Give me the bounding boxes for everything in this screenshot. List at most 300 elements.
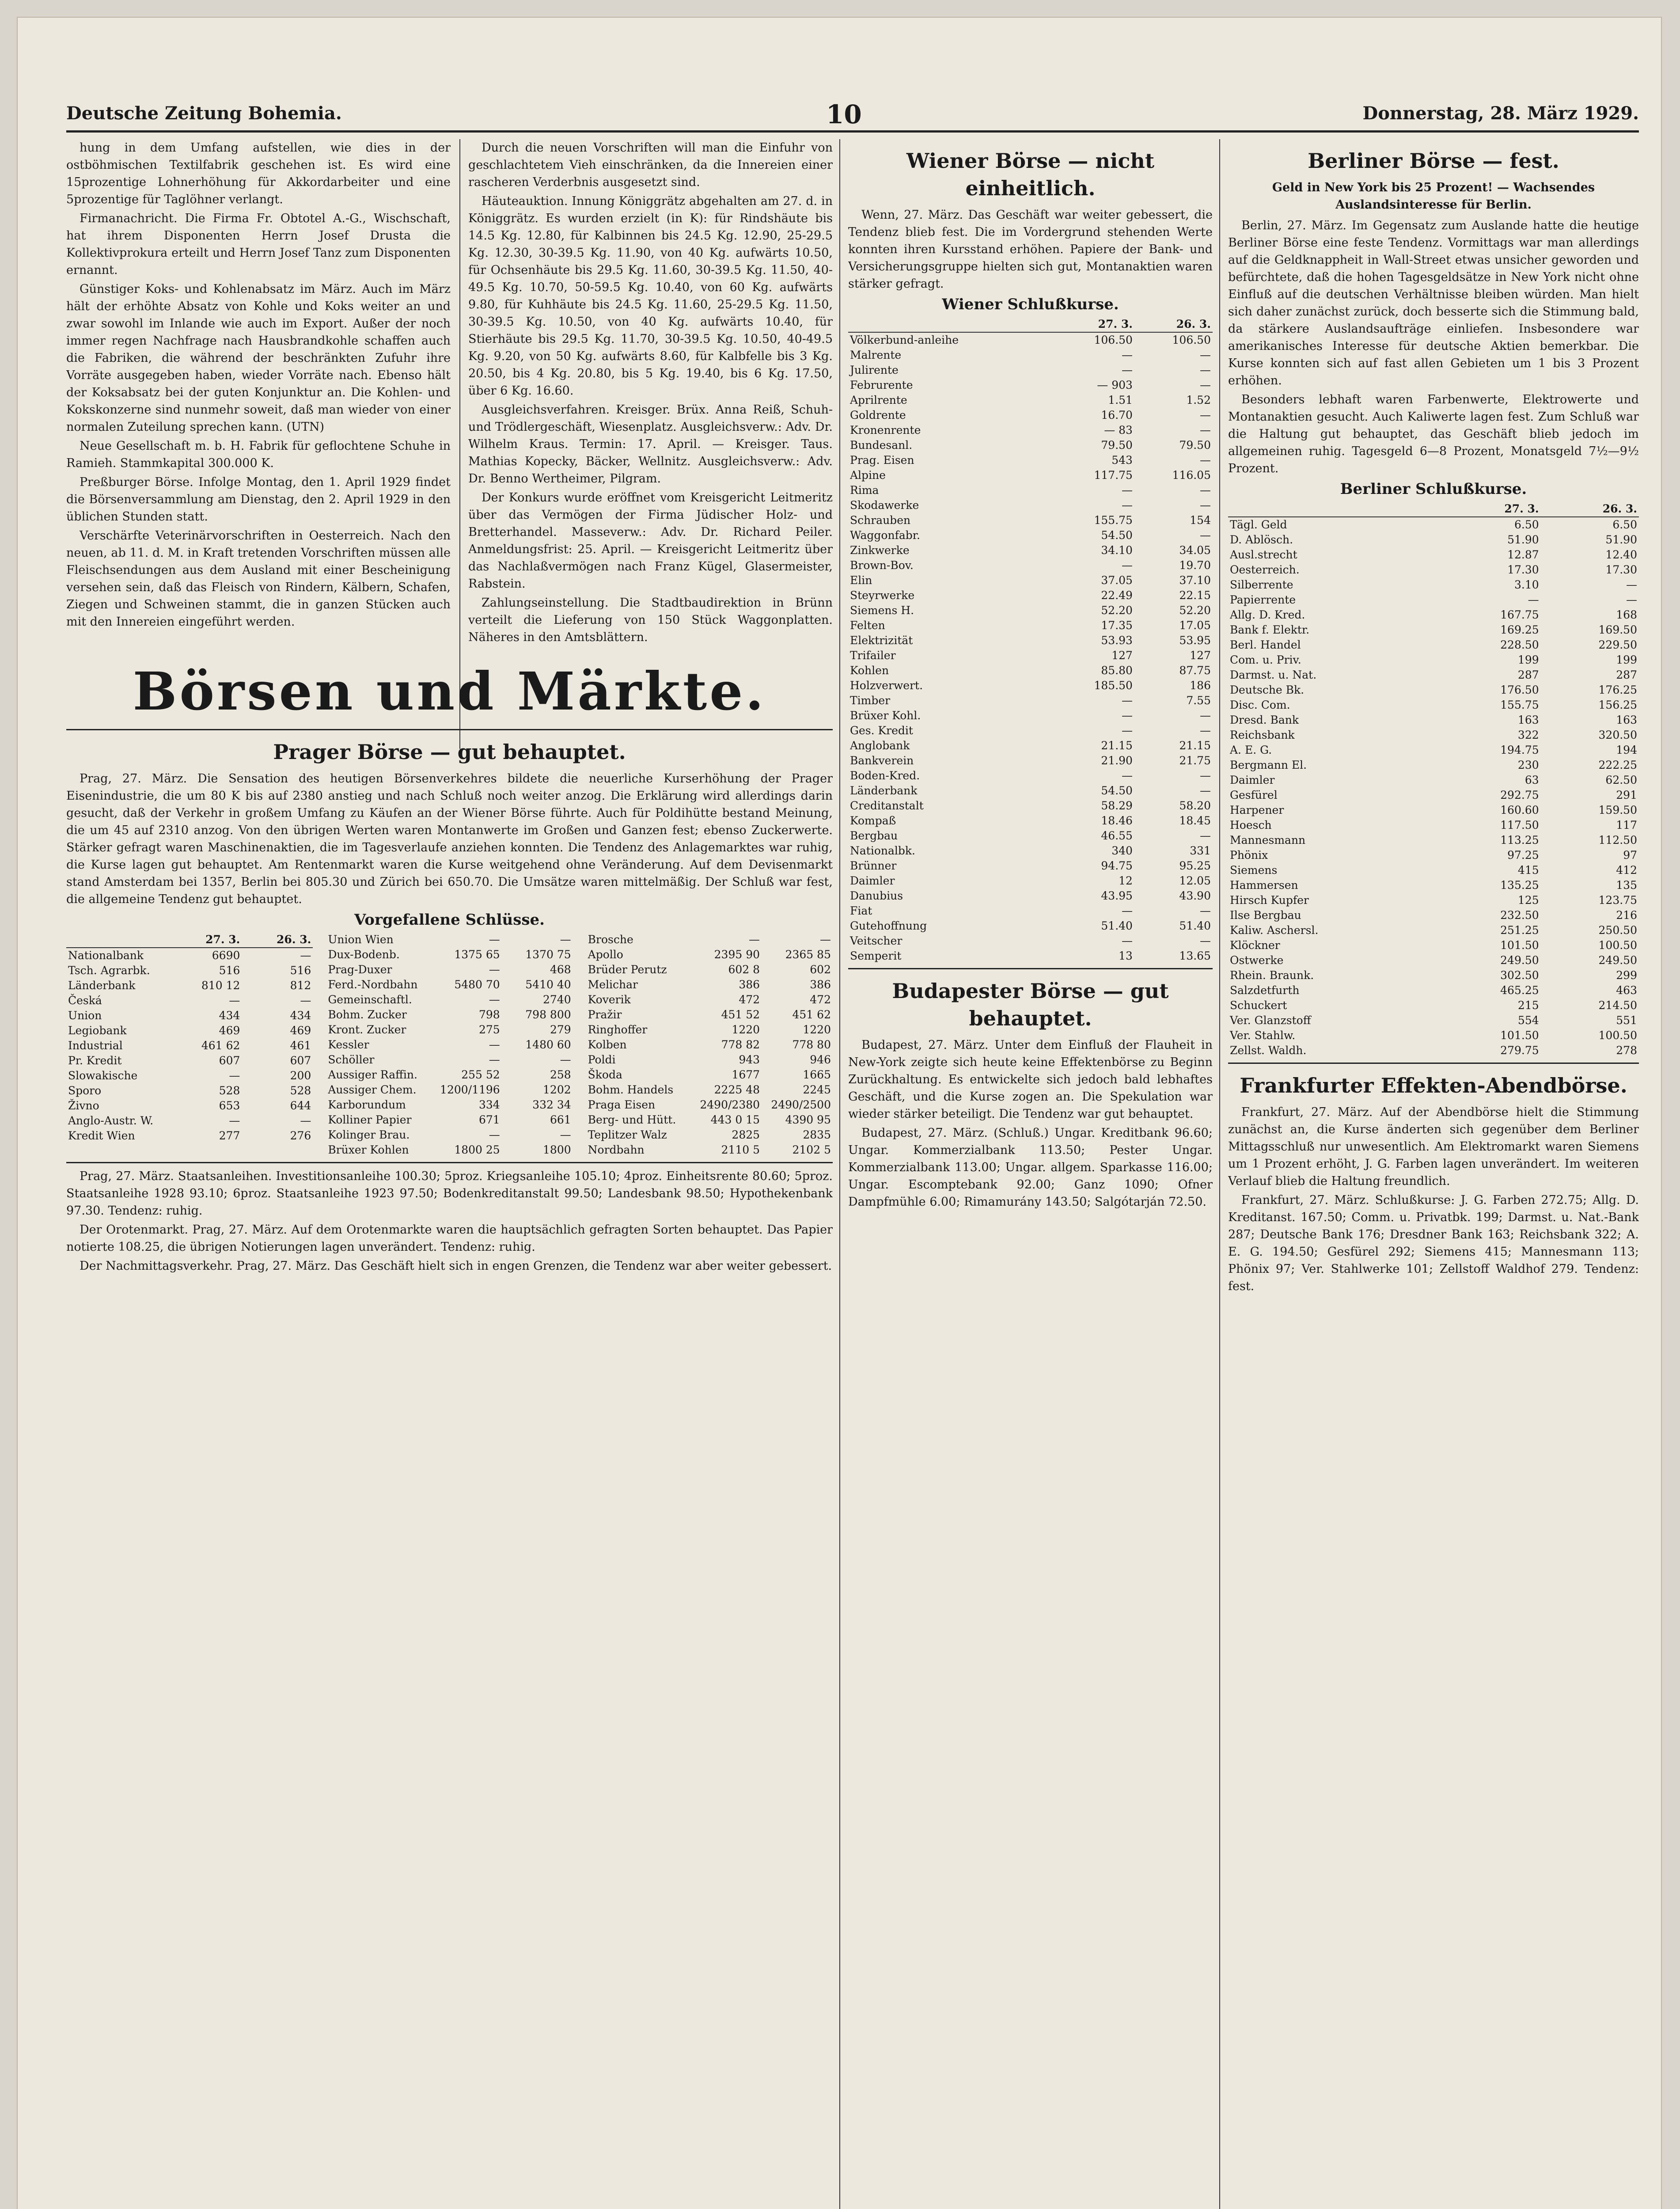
price-cell: — — [489, 933, 500, 946]
security-name: Salzdetfurth — [1230, 984, 1300, 997]
price-cell: 1480 60 — [525, 1038, 571, 1051]
price-cell: — — [489, 963, 500, 976]
security-name: Brosche — [588, 933, 633, 946]
closing-prices-heading: Vorgefallene Schlüsse. — [354, 911, 545, 929]
table-row — [66, 993, 313, 1008]
table-row — [326, 1067, 573, 1082]
price-cell: 6.50 — [1612, 518, 1637, 531]
price-cell: 232.50 — [1500, 909, 1539, 922]
security-name: Länderbank — [68, 979, 136, 992]
price-cell: — — [1200, 454, 1211, 467]
security-name: Felten — [850, 619, 885, 632]
table-row — [326, 1022, 573, 1037]
security-name: Oesterreich. — [1230, 563, 1300, 576]
price-cell: 127 — [1190, 649, 1211, 662]
price-cell: 5480 70 — [454, 978, 500, 991]
table-row — [66, 1128, 313, 1143]
security-name: Bohm. Handels — [588, 1083, 674, 1096]
berlin-subheading: Geld in New York bis 25 Prozent! — Wachsendes Auslandsinteresse für Berlin. — [1272, 181, 1595, 212]
table-row — [66, 1053, 313, 1068]
price-cell: — — [1200, 529, 1211, 542]
security-name: Prag-Duxer — [328, 963, 392, 976]
security-name: Klöckner — [1230, 939, 1280, 952]
price-cell: 543 — [1111, 454, 1133, 467]
security-name: Industrial — [68, 1039, 123, 1052]
table-row — [848, 858, 1213, 873]
price-cell: — — [1200, 784, 1211, 797]
column-3 — [848, 139, 1213, 2209]
security-name: Legiobank — [68, 1024, 127, 1037]
price-cell: 1677 — [732, 1068, 760, 1081]
security-name: Harpener — [1230, 804, 1284, 816]
price-cell: 299 — [1616, 969, 1637, 982]
price-cell: 155.75 — [1094, 514, 1133, 527]
table-row — [1228, 562, 1639, 577]
table-row — [848, 408, 1213, 423]
security-name: Danubius — [850, 889, 903, 902]
price-cell: 2740 — [543, 993, 571, 1006]
table-row — [66, 978, 313, 993]
price-cell: — — [1200, 484, 1211, 497]
table-row — [326, 992, 573, 1007]
price-cell: 320.50 — [1598, 729, 1637, 741]
table-row — [326, 962, 573, 977]
table-row — [848, 768, 1213, 783]
table-row — [1228, 773, 1639, 788]
price-cell: 249.50 — [1500, 954, 1539, 967]
security-name: Teplitzer Walz — [588, 1128, 667, 1141]
price-cell: 275 — [479, 1023, 500, 1036]
price-cell: 79.50 — [1179, 439, 1211, 452]
price-cell: — — [229, 1069, 240, 1082]
security-name: Karborundum — [328, 1098, 406, 1111]
frankfurt-exchange-heading: Frankfurter Effekten-Abendbörse. — [1240, 1074, 1627, 1097]
price-cell: 79.50 — [1101, 439, 1133, 452]
table-row — [586, 1052, 833, 1067]
price-cell: 463 — [1616, 984, 1637, 997]
price-cell: 214.50 — [1598, 999, 1637, 1012]
security-name: Siemens — [1230, 864, 1278, 877]
price-cell: 340 — [1111, 844, 1133, 857]
price-cell: — — [229, 994, 240, 1007]
price-cell: — — [1200, 364, 1211, 376]
table-row — [1228, 728, 1639, 743]
security-name: Disc. Com. — [1230, 698, 1290, 711]
security-name: Kessler — [328, 1038, 369, 1051]
table-row — [1228, 1013, 1639, 1028]
table-row — [848, 393, 1213, 408]
security-name: Daimler — [850, 874, 895, 887]
price-cell: 97 — [1623, 849, 1637, 862]
price-cell: 53.95 — [1179, 634, 1211, 647]
price-cell: 94.75 — [1101, 859, 1133, 872]
price-cell: 1202 — [543, 1083, 571, 1096]
security-name: Pr. Kredit — [68, 1054, 122, 1067]
table-row — [848, 678, 1213, 693]
price-cell: 434 — [219, 1009, 240, 1022]
berlin-closing-heading: Berliner Schlußkurse. — [1340, 480, 1527, 498]
price-cell: — — [1200, 934, 1211, 947]
price-cell: 291 — [1616, 789, 1637, 801]
security-name: Schöller — [328, 1053, 375, 1066]
prague-exchange-heading: Prager Börse — gut behauptet. — [273, 740, 626, 764]
price-cell: — — [1121, 904, 1133, 917]
masthead-title: Deutsche Zeitung Bohemia. — [66, 103, 342, 124]
price-cell: 461 — [290, 1039, 311, 1052]
price-cell: 113.25 — [1500, 834, 1539, 846]
security-name: Pražir — [588, 1008, 622, 1021]
price-cell: 2245 — [803, 1083, 831, 1096]
price-cell: 472 — [810, 993, 831, 1006]
price-cell: 465.25 — [1500, 984, 1539, 997]
security-name: Ringhoffer — [588, 1023, 648, 1036]
security-name: Ver. Glanzstoff — [1230, 1014, 1311, 1027]
price-cell: 386 — [739, 978, 760, 991]
security-name: Brüder Perutz — [588, 963, 667, 976]
price-cell: 943 — [739, 1053, 760, 1066]
price-cell: 116.05 — [1172, 469, 1211, 482]
price-cell: 135.25 — [1500, 879, 1539, 892]
security-name: Dresd. Bank — [1230, 714, 1299, 726]
price-cell: 21.15 — [1101, 739, 1133, 752]
price-cell: 51.40 — [1179, 919, 1211, 932]
table-row — [66, 1068, 313, 1083]
table-row — [326, 947, 573, 962]
security-name: Kompaß — [850, 814, 896, 827]
price-cell: — — [1121, 349, 1133, 361]
price-cell: 123.75 — [1598, 894, 1637, 907]
column-divider — [1219, 139, 1220, 2209]
table-row — [66, 1113, 313, 1128]
price-cell: 97.25 — [1507, 849, 1539, 862]
closing-prices-table-wrap — [66, 932, 833, 1158]
table-row — [848, 558, 1213, 573]
price-cell: 279.75 — [1500, 1044, 1539, 1057]
security-name: Poldi — [588, 1053, 616, 1066]
table-row — [586, 1067, 833, 1082]
price-cell: 7.55 — [1186, 694, 1211, 707]
security-name: Kolinger Brau. — [328, 1128, 410, 1141]
price-cell: — — [560, 933, 571, 946]
price-cell: 154 — [1190, 514, 1211, 527]
price-cell: 18.46 — [1101, 814, 1133, 827]
table-row — [326, 977, 573, 992]
price-cell: 194 — [1616, 744, 1637, 756]
table-row — [1228, 743, 1639, 758]
table-row — [848, 348, 1213, 363]
price-cell: — — [1200, 724, 1211, 737]
table-row — [586, 992, 833, 1007]
price-cell: 176.50 — [1500, 683, 1539, 696]
table-row — [848, 483, 1213, 498]
price-cell: — — [1121, 559, 1133, 572]
table-row — [1228, 908, 1639, 923]
table-row — [326, 932, 573, 947]
price-cell: 17.05 — [1179, 619, 1211, 632]
price-cell: 199 — [1616, 653, 1637, 666]
price-cell: 229.50 — [1598, 638, 1637, 651]
security-name: Daimler — [1230, 774, 1275, 786]
berlin-closing-table: 27. 3. 26. 3. Tägl. Geld 6.50 6.50 D. Ablösch. 51.90 51.90 Ausl.strecht 12.87 12.40 Oesterreich. 17.30 17.30 Silberrente 3.10 — Papierrente — — Allg. D. Kred. 167.75 168 Bank f. Elektr. 169.25 169.50 Berl. Handel 228.50 229.50 Com. u. Priv. 199 199 Darmst. u. Nat. 287 287 Deutsche Bk. 176.50 176.25 Disc. Com. 155.75 156.25 Dresd. Bank 163 163 Reichsbank 322 320.50 A. E. G. 194.75 194 Bergmann El. 230 222.25 Daimler 63 62.50 Gesfürel 292.75 291 Harpener 160.60 159.50 Hoesch 117.50 117 Mannesmann 113.25 112.50 Phönix 97.25 97 Siemens 415 412 Hammersen 135.25 135 Hirsch Kupfer 125 123.75 Ilse Bergbau 232.50 216 Kaliw. Aschersl. 251.25 250.50 Klöckner 101.50 100.50 Ostwerke 249.50 249.50 Rhein. Braunk. 302.50 299 Salzdetfurth 465.25 463 Schuckert 215 214.50 Ver. Glanzstoff 554 551 Ver. Stahlw. 101.50 100.50 Zellst. Waldh. 279.75 278 — [1228, 501, 1639, 1058]
table-row — [326, 1097, 573, 1112]
table-row — [1228, 848, 1639, 863]
table-row — [1228, 833, 1639, 848]
table-row — [848, 934, 1213, 949]
price-cell: 469 — [219, 1024, 240, 1037]
table-row — [326, 1127, 573, 1142]
article-paragraph: hung in dem Umfang aufstellen, wie dies in der ostböhmischen Textilfabrik geschehen ist. Es wird eine 15prozentige Lohnerhöhung für Akkordarbeiter und eine 5prozentige für Taglöhner verlangt. — [66, 141, 451, 206]
price-cell: 1800 — [543, 1143, 571, 1156]
price-cell: 516 — [219, 964, 240, 977]
price-cell: 287 — [1616, 668, 1637, 681]
price-cell: 85.80 — [1101, 664, 1133, 677]
budapest-exchange-heading: Budapester Börse — gut behauptet. — [892, 979, 1169, 1030]
price-cell: 1.52 — [1186, 394, 1211, 406]
price-cell: 58.29 — [1101, 799, 1133, 812]
price-cell: 168 — [1616, 608, 1637, 621]
price-cell: 644 — [290, 1099, 311, 1112]
security-name: Ausl.strecht — [1230, 548, 1297, 561]
price-cell: 228.50 — [1500, 638, 1539, 651]
price-cell: 554 — [1517, 1014, 1539, 1027]
price-cell: 602 — [810, 963, 831, 976]
table-row — [66, 948, 313, 963]
table-row — [1228, 803, 1639, 818]
article-paragraph: Der Orotenmarkt. Prag, 27. März. Auf dem Orotenmarkte waren die hauptsächlich gefragten Sorten behauptet. Das Papier notierte 108.25, die übrigen Notierungen lagen unverändert. Tendenz: ruhig. — [66, 1223, 833, 1254]
table-row — [1228, 968, 1639, 983]
table-row — [1228, 983, 1639, 998]
security-name: Kohlen — [850, 664, 889, 677]
price-cell: 176.25 — [1598, 683, 1637, 696]
price-cell: — 83 — [1104, 424, 1133, 436]
security-name: Mannesmann — [1230, 834, 1306, 846]
price-cell: 34.10 — [1101, 544, 1133, 557]
table-row — [326, 1142, 573, 1158]
price-cell: 279 — [550, 1023, 571, 1036]
section-title: Börsen und Märkte. — [133, 660, 766, 722]
table-row — [848, 513, 1213, 528]
security-name: Bundesanl. — [850, 439, 913, 452]
price-cell: 167.75 — [1500, 608, 1539, 621]
price-cell: — — [1121, 364, 1133, 376]
table-row — [66, 1023, 313, 1038]
price-cell: — — [300, 1114, 311, 1127]
security-name: Timber — [850, 694, 891, 707]
article-paragraph: Durch die neuen Vorschriften will man die Einfuhr von geschlachtetem Vieh einschränken, da die Innereien einer rascheren Verderbnis ausgesetzt sind. — [468, 141, 833, 189]
security-name: D. Ablösch. — [1230, 533, 1293, 546]
security-name: Boden-Kred. — [850, 769, 920, 782]
price-cell: 127 — [1111, 649, 1133, 662]
price-cell: 653 — [219, 1099, 240, 1112]
table-row — [1228, 547, 1639, 562]
security-name: Julirente — [850, 364, 899, 376]
vienna-closing-heading: Wiener Schlußkurse. — [942, 296, 1119, 313]
security-name: Kolben — [588, 1038, 627, 1051]
table-row — [848, 813, 1213, 828]
security-name: Steyrwerke — [850, 589, 915, 602]
article-paragraph: Zahlungseinstellung. Die Stadtbaudirektion in Brünn verteilt die Lieferung von 150 Stück Waggonplatten. Näheres in den Amtsblättern. — [468, 596, 833, 644]
price-cell: 258 — [550, 1068, 571, 1081]
table-row — [1228, 878, 1639, 893]
price-cell: — — [229, 1114, 240, 1127]
price-cell: 106.50 — [1094, 334, 1133, 346]
price-cell: 43.90 — [1179, 889, 1211, 902]
price-cell: 451 62 — [792, 1008, 831, 1021]
price-cell: 186 — [1190, 679, 1211, 692]
price-cell: — — [489, 1128, 500, 1141]
security-name: Elektrizität — [850, 634, 913, 647]
price-cell: 34.05 — [1179, 544, 1211, 557]
price-cell: 810 12 — [201, 979, 240, 992]
security-name: Creditanstalt — [850, 799, 924, 812]
price-cell: — — [819, 933, 831, 946]
price-cell: — — [1121, 769, 1133, 782]
price-cell: 21.15 — [1179, 739, 1211, 752]
table-row — [848, 783, 1213, 798]
table-row — [848, 438, 1213, 453]
price-cell: 87.75 — [1179, 664, 1211, 677]
price-cell: 2835 — [803, 1128, 831, 1141]
price-cell: 43.95 — [1101, 889, 1133, 902]
price-cell: 13.65 — [1179, 949, 1211, 962]
price-cell: 215 — [1517, 999, 1539, 1012]
price-cell: 607 — [290, 1054, 311, 1067]
table-row — [326, 1037, 573, 1052]
table-row — [1228, 818, 1639, 833]
table-row — [1228, 698, 1639, 713]
security-name: Zinkwerke — [850, 544, 910, 557]
table-row — [1228, 998, 1639, 1013]
price-cell: 200 — [290, 1069, 311, 1082]
table-row — [848, 873, 1213, 888]
page-header — [66, 99, 1639, 133]
price-cell: 125 — [1517, 894, 1539, 907]
price-cell: 37.10 — [1179, 574, 1211, 587]
markets-section — [66, 645, 833, 2209]
table-row — [586, 1127, 833, 1142]
security-name: Nationalbank — [68, 949, 144, 962]
price-cell: 302.50 — [1500, 969, 1539, 982]
table-row — [1228, 758, 1639, 773]
security-name: Brown-Bov. — [850, 559, 914, 572]
price-cell: 602 8 — [728, 963, 760, 976]
price-cell: 21.75 — [1179, 754, 1211, 767]
security-name: Bohm. Zucker — [328, 1008, 407, 1021]
page-number: 10 — [826, 99, 862, 129]
price-cell: 661 — [550, 1113, 571, 1126]
table-row — [848, 708, 1213, 723]
table-row — [848, 378, 1213, 393]
table-row — [1228, 863, 1639, 878]
security-name: Kronenrente — [850, 424, 921, 436]
price-cell: 169.25 — [1500, 623, 1539, 636]
table-row — [1228, 653, 1639, 668]
table-row — [1228, 668, 1639, 683]
security-name: Brüxer Kohl. — [850, 709, 921, 722]
berlin-exchange-heading: Berliner Börse — fest. — [1308, 149, 1559, 173]
security-name: Koverik — [588, 993, 631, 1006]
table-row — [1228, 592, 1639, 607]
table-row — [848, 949, 1213, 964]
price-cell: 17.35 — [1101, 619, 1133, 632]
price-cell: 12.05 — [1179, 874, 1211, 887]
table-row — [1228, 713, 1639, 728]
price-cell: 63 — [1525, 774, 1539, 786]
security-name: Hoesch — [1230, 819, 1272, 831]
security-name: Aprilrente — [850, 394, 907, 406]
table-row — [848, 633, 1213, 648]
security-name: Berg- und Hütt. — [588, 1113, 676, 1126]
security-name: Živno — [68, 1099, 99, 1112]
price-cell: — — [1528, 593, 1539, 606]
table-row — [66, 1083, 313, 1098]
price-cell: 1800 25 — [454, 1143, 500, 1156]
table-row — [1228, 638, 1639, 653]
table-row — [586, 962, 833, 977]
price-cell: — — [1200, 709, 1211, 722]
table-row — [848, 468, 1213, 483]
table-row — [1228, 788, 1639, 803]
price-cell: 19.70 — [1179, 559, 1211, 572]
article-paragraph: Neue Gesellschaft m. b. H. Fabrik für geflochtene Schuhe in Ramieh. Stammkapital 300.000 K. — [66, 439, 451, 470]
security-name: Aussiger Chem. — [328, 1083, 417, 1096]
price-cell: 251.25 — [1500, 924, 1539, 937]
security-name: Tsch. Agrarbk. — [68, 964, 150, 977]
price-cell: 156.25 — [1598, 698, 1637, 711]
price-cell: 62.50 — [1605, 774, 1637, 786]
price-cell: 194.75 — [1500, 744, 1539, 756]
newspaper-page — [18, 18, 1661, 2209]
security-name: Česká — [68, 994, 102, 1007]
price-cell: — — [1200, 409, 1211, 421]
table-row — [1228, 923, 1639, 938]
price-cell: 2825 — [732, 1128, 760, 1141]
price-cell: 443 0 15 — [710, 1113, 760, 1126]
price-cell: — — [749, 933, 760, 946]
security-name: Anglobank — [850, 739, 910, 752]
table-row — [1228, 577, 1639, 592]
article-paragraph: Wenn, 27. März. Das Geschäft war weiter gebessert, die Tendenz blieb fest. Die im Vordergrund stehenden Werte konnten ihren Kursstand erhöhen. Papiere der Bank- und Versicherungsgruppe hielten sich gut, Montanaktien waren stärker gefragt. — [848, 208, 1213, 291]
price-cell: 18.45 — [1179, 814, 1211, 827]
price-cell: 528 — [219, 1084, 240, 1097]
security-name: Schuckert — [1230, 999, 1287, 1012]
price-cell: 1.51 — [1108, 394, 1133, 406]
price-cell: 249.50 — [1598, 954, 1637, 967]
security-name: Ostwerke — [1230, 954, 1284, 967]
price-cell: 54.50 — [1101, 784, 1133, 797]
table-row — [66, 963, 313, 978]
security-name: Com. u. Priv. — [1230, 653, 1301, 666]
price-cell: 12.87 — [1507, 548, 1539, 561]
security-name: Brüxer Kohlen — [328, 1143, 409, 1156]
security-name: Bergmann El. — [1230, 759, 1307, 771]
price-cell: 3.10 — [1514, 578, 1539, 591]
security-name: Semperit — [850, 949, 902, 962]
security-name: Rima — [850, 484, 879, 497]
column-divider — [839, 139, 840, 2209]
security-name: Aussiger Raffin. — [328, 1068, 417, 1081]
price-cell: 1200/1196 — [440, 1083, 500, 1096]
table-row — [326, 1007, 573, 1022]
article-paragraph: Berlin, 27. März. Im Gegensatz zum Auslande hatte die heutige Berliner Börse eine feste Tendenz. Vormittags war man allerdings auf die Geldknappheit in Wall-Street etwas unsicher geworden und befürchtete, daß die hohen Tagesgeldsätze in New York nicht ohne Einfluß auf die deutschen Verhältnisse bleiben würden. Man hielt sich daher zunächst zurück, doch besserte sich die Stimmung bald, da stärkere Auslandsaufträge einliefen. Insbesondere war amerikanisches Interesse für deutsche Aktien bemerkbar. Die Kurse konnten sich auf fast allen Gebieten um 1 bis 3 Prozent erhöhen. — [1228, 219, 1639, 387]
table-row — [848, 663, 1213, 678]
vienna-exchange-heading: Wiener Börse — nicht einheitlich. — [906, 149, 1155, 200]
price-cell: 58.20 — [1179, 799, 1211, 812]
table-row — [586, 1142, 833, 1158]
price-cell: — — [1626, 578, 1637, 591]
price-cell: 778 82 — [721, 1038, 760, 1051]
price-cell: 222.25 — [1598, 759, 1637, 771]
